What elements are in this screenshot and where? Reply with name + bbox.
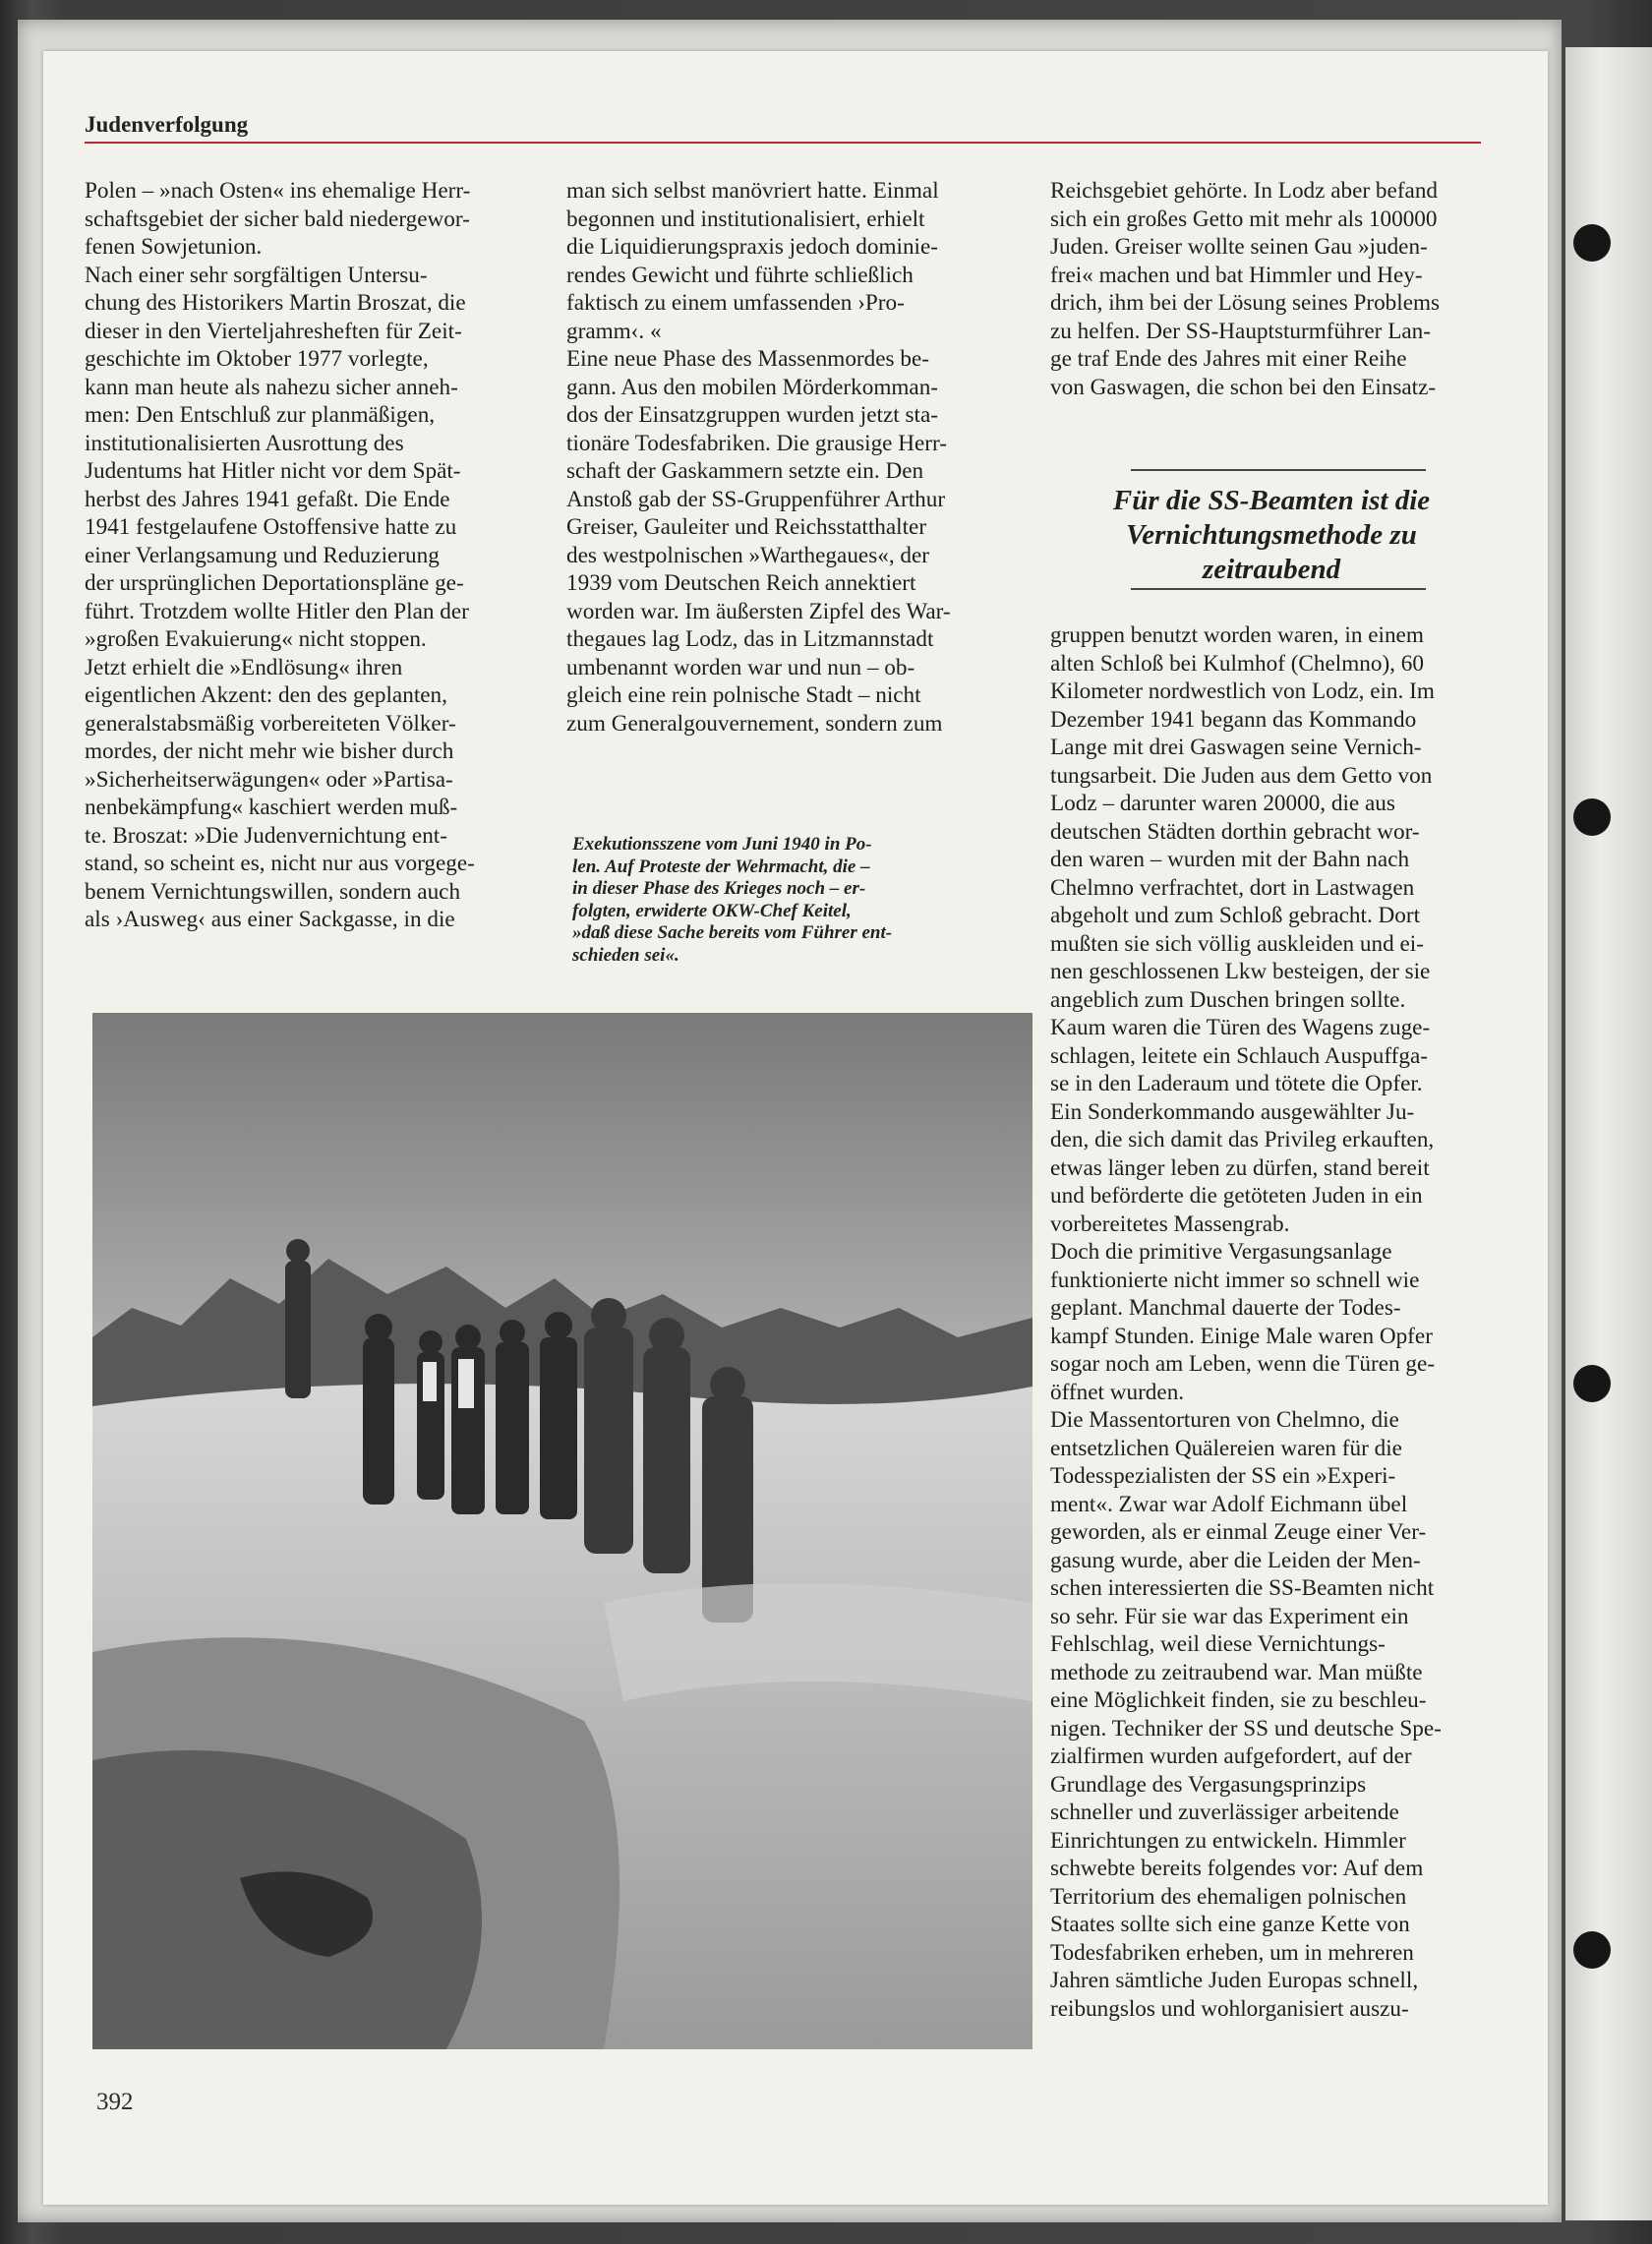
text-line: öffnet wurden. [1050,1379,1185,1405]
text-line: so sehr. Für sie war das Experiment ein [1050,1603,1409,1629]
text-line: führt. Trotzdem wollte Hitler den Plan der [85,598,469,624]
pull-quote-line: Vernichtungsmethode zu [1126,519,1417,551]
text-line: und beförderte die getöteten Juden in ein [1050,1183,1423,1209]
text-line: »Sicherheitserwägungen« oder »Partisa- [85,766,453,793]
text-line: zum Generalgouvernement, sondern zum [566,710,943,737]
text-line: dieser in den Vierteljahresheften für Zeit- [85,318,462,344]
text-line: nigen. Techniker der SS und deutsche Spe- [1050,1715,1442,1742]
text-line: Eine neue Phase des Massenmordes be- [566,346,929,372]
text-column-3-top [1050,177,1489,401]
text-line: Dezember 1941 begann das Kommando [1050,706,1417,733]
text-line: der ursprünglichen Deportationspläne ge- [85,570,464,596]
text-line: etwas länger leben zu dürfen, stand bereit [1050,1154,1430,1181]
text-line: thegaues lag Lodz, das in Litzmannstadt [566,626,934,652]
execution-scene-photo [92,1013,1032,2049]
text-line: Jahren sämtliche Juden Europas schnell, [1050,1968,1419,1993]
text-line: Lange mit drei Gaswagen seine Vernich- [1050,735,1422,760]
text-line: des westpolnischen »Warthegaues«, der [566,542,930,568]
text-line: zialfirmen wurden aufgefordert, auf der [1050,1743,1412,1769]
text-line: Judentums hat Hitler nicht vor dem Spät- [85,458,461,484]
text-line: Kilometer nordwestlich von Lodz, ein. Im [1050,679,1435,704]
text-line: als ›Ausweg‹ aus einer Sackgasse, in die [85,907,455,932]
text-line: kampf Stunden. Einige Male waren Opfer [1050,1323,1433,1349]
text-line: Reichsgebiet gehörte. In Lodz aber befand [1050,178,1439,204]
text-line: schlagen, leitete ein Schlauch Auspuffga- [1050,1042,1428,1069]
text-line: sogar noch am Leben, wenn die Türen ge- [1050,1351,1436,1377]
text-line: mußten sie sich völlig auskleiden und ei- [1050,930,1424,957]
text-line: Anstoß gab der SS-Gruppenführer Arthur [566,486,946,512]
text-line: Todesfabriken erheben, um in mehreren [1050,1939,1414,1966]
text-line: Juden. Greiser wollte seinen Gau »juden- [1050,234,1428,260]
text-line: begonnen und institutionalisiert, erhielt [566,206,925,232]
text-line: »großen Evakuierung« nicht stoppen. [85,626,427,652]
text-line: se in den Laderaum und tötete die Opfer. [1050,1071,1423,1096]
text-line: man sich selbst manövriert hatte. Einmal [566,178,939,204]
text-line: geworden, als er einmal Zeuge einer Ver- [1050,1519,1427,1545]
text-line: Lodz – darunter waren 20000, die aus [1050,791,1395,816]
text-line: Chelmno verfrachtet, dort in Lastwagen [1050,874,1415,901]
document-page [43,51,1548,2205]
text-line: alten Schloß bei Kulmhof (Chelmno), 60 [1050,650,1424,677]
caption-line: folgten, erwiderte OKW-Chef Keitel, [572,900,852,921]
text-line: zu helfen. Der SS-Hauptsturmführer Lan- [1050,318,1431,344]
text-line: von Gaswagen, die schon bei den Einsatz- [1050,374,1437,400]
text-line: 1939 vom Deutschen Reich annektiert [566,570,916,596]
caption-line: »daß diese Sache bereits vom Führer ent- [572,922,893,944]
text-line: chung des Historikers Martin Broszat, die [85,290,466,316]
text-line: methode zu zeitraubend war. Man müßte [1050,1659,1423,1685]
text-line: Doch die primitive Vergasungsanlage [1050,1239,1392,1265]
text-line: den, die sich damit das Privileg erkauften, [1050,1127,1435,1152]
punch-hole-icon [1573,798,1611,836]
text-line: rendes Gewicht und führte schließlich [566,262,914,288]
text-line: faktisch zu einem umfassenden ›Pro- [566,290,905,316]
page-number: 392 [96,2089,134,2115]
text-line: entsetzlichen Quälereien waren für die [1050,1435,1402,1461]
punch-hole-icon [1573,224,1611,262]
text-line: gann. Aus den mobilen Mörderkomman- [566,374,939,400]
text-line: eine Möglichkeit finden, sie zu beschleu- [1050,1687,1427,1713]
text-line: generalstabsmäßig vorbereiteten Völker- [85,710,456,737]
text-line: nenbekämpfung« kaschiert werden muß- [85,795,458,820]
text-line: sich ein großes Getto mit mehr als 100000 [1050,206,1438,232]
text-line: vorbereitetes Massengrab. [1050,1211,1290,1237]
text-line: benem Vernichtungswillen, sondern auch [85,878,461,905]
text-line: tionäre Todesfabriken. Die grausige Herr- [566,430,948,456]
text-line: Todesspezialisten der SS ein »Experi- [1050,1463,1396,1489]
text-line: dos der Einsatzgruppen wurden jetzt sta- [566,402,938,428]
pull-quote-line: zeitraubend [1202,554,1341,585]
text-line: stand, so scheint es, nicht nur aus vorgege- [85,851,475,876]
running-head: Judenverfolgung [85,112,249,137]
text-line: Die Massentorturen von Chelmno, die [1050,1407,1399,1433]
text-line: Einrichtungen zu entwickeln. Himmler [1050,1827,1406,1854]
caption-line: schieden sei«. [572,944,679,966]
text-line: Ein Sonderkommando ausgewählter Ju- [1050,1098,1415,1125]
text-line: Territorium des ehemaligen polnischen [1050,1883,1407,1910]
text-line: men: Den Entschluß zur planmäßigen, [85,402,436,428]
text-line: eigentlichen Akzent: den des geplanten, [85,682,447,708]
text-line: den waren – wurden mit der Bahn nach [1050,847,1410,872]
pull-quote-rule-top [1131,469,1426,471]
text-line: abgeholt und zum Schloß gebracht. Dort [1050,903,1421,928]
text-line: Kaum waren die Türen des Wagens zuge- [1050,1015,1431,1040]
pull-quote [1074,484,1469,587]
text-line: frei« machen und bat Himmler und Hey- [1050,262,1423,288]
text-line: umbenannt worden war und nun – ob- [566,654,915,680]
pull-quote-rule-bottom [1131,588,1426,590]
pull-quote-line: Für die SS-Beamten ist die [1112,485,1431,516]
text-column-2 [566,177,1015,738]
text-line: gruppen benutzt worden waren, in einem [1050,622,1424,648]
header-rule [85,142,1481,144]
text-line: schneller und zuverlässiger arbeitende [1050,1800,1399,1825]
text-line: angeblich zum Duschen bringen sollte. [1050,986,1406,1013]
caption-line: Exekutionsszene vom Juni 1940 in Po- [572,834,872,855]
text-line: Nach einer sehr sorgfältigen Untersu- [85,262,428,288]
text-line: ment«. Zwar war Adolf Eichmann übel [1050,1491,1408,1517]
text-line: fenen Sowjetunion. [85,234,263,260]
punch-hole-icon [1573,1931,1611,1969]
text-line: Greiser, Gauleiter und Reichsstatthalter [566,514,927,540]
photo-caption [572,834,1005,968]
text-line: deutschen Städten dorthin gebracht wor- [1050,818,1420,845]
text-line: te. Broszat: »Die Judenvernichtung ent- [85,822,447,849]
text-line: gasung wurde, aber die Leiden der Men- [1050,1547,1421,1573]
text-line: gramm‹. « [566,318,662,344]
text-line: schen interessierten die SS-Beamten nicht [1050,1575,1435,1601]
text-line: herbst des Jahres 1941 gefaßt. Die Ende [85,486,450,512]
text-line: die Liquidierungspraxis jedoch dominie- [566,234,938,260]
text-line: mordes, der nicht mehr wie bisher durch [85,738,454,764]
text-line: 1941 festgelaufene Ostoffensive hatte zu [85,514,457,540]
text-line: nen geschlossenen Lkw besteigen, der sie [1050,959,1431,984]
text-line: gleich eine rein polnische Stadt – nicht [566,682,921,708]
text-line: geplant. Manchmal dauerte der Todes- [1050,1295,1401,1321]
text-line: tungsarbeit. Die Juden aus dem Getto von [1050,762,1433,789]
text-line: schwebte bereits folgendes vor: Auf dem [1050,1856,1424,1881]
text-line: ge traf Ende des Jahres mit einer Reihe [1050,346,1407,372]
binder-strip [1565,47,1652,2220]
caption-line: in dieser Phase des Krieges noch – er- [572,878,866,900]
text-line: Jetzt erhielt die »Endlösung« ihren [85,654,403,680]
text-line: reibungslos und wohlorganisiert auszu- [1050,1995,1409,2022]
text-line: worden war. Im äußersten Zipfel des War- [566,598,951,624]
text-line: Grundlage des Vergasungsprinzips [1050,1771,1367,1798]
text-line: funktionierte nicht immer so schnell wie [1050,1267,1420,1293]
text-line: geschichte im Oktober 1977 vorlegte, [85,346,429,372]
text-line: einer Verlangsamung und Reduzierung [85,542,440,568]
text-line: schaftsgebiet der sicher bald niedergewor- [85,206,470,232]
text-line: drich, ihm bei der Lösung seines Problems [1050,290,1441,316]
punch-hole-icon [1573,1365,1611,1402]
text-column-1 [85,177,559,934]
text-line: Fehlschlag, weil diese Vernichtungs- [1050,1631,1386,1657]
text-line: institutionalisierten Ausrottung des [85,430,404,456]
caption-line: len. Auf Proteste der Wehrmacht, die – [572,856,870,877]
text-line: Polen – »nach Osten« ins ehemalige Herr- [85,178,471,204]
text-line: schaft der Gaskammern setzte ein. Den [566,458,924,484]
text-line: Staates sollte sich eine ganze Kette von [1050,1912,1410,1937]
text-line: kann man heute als nahezu sicher anneh- [85,374,458,400]
text-column-3-bottom [1050,621,1489,2023]
